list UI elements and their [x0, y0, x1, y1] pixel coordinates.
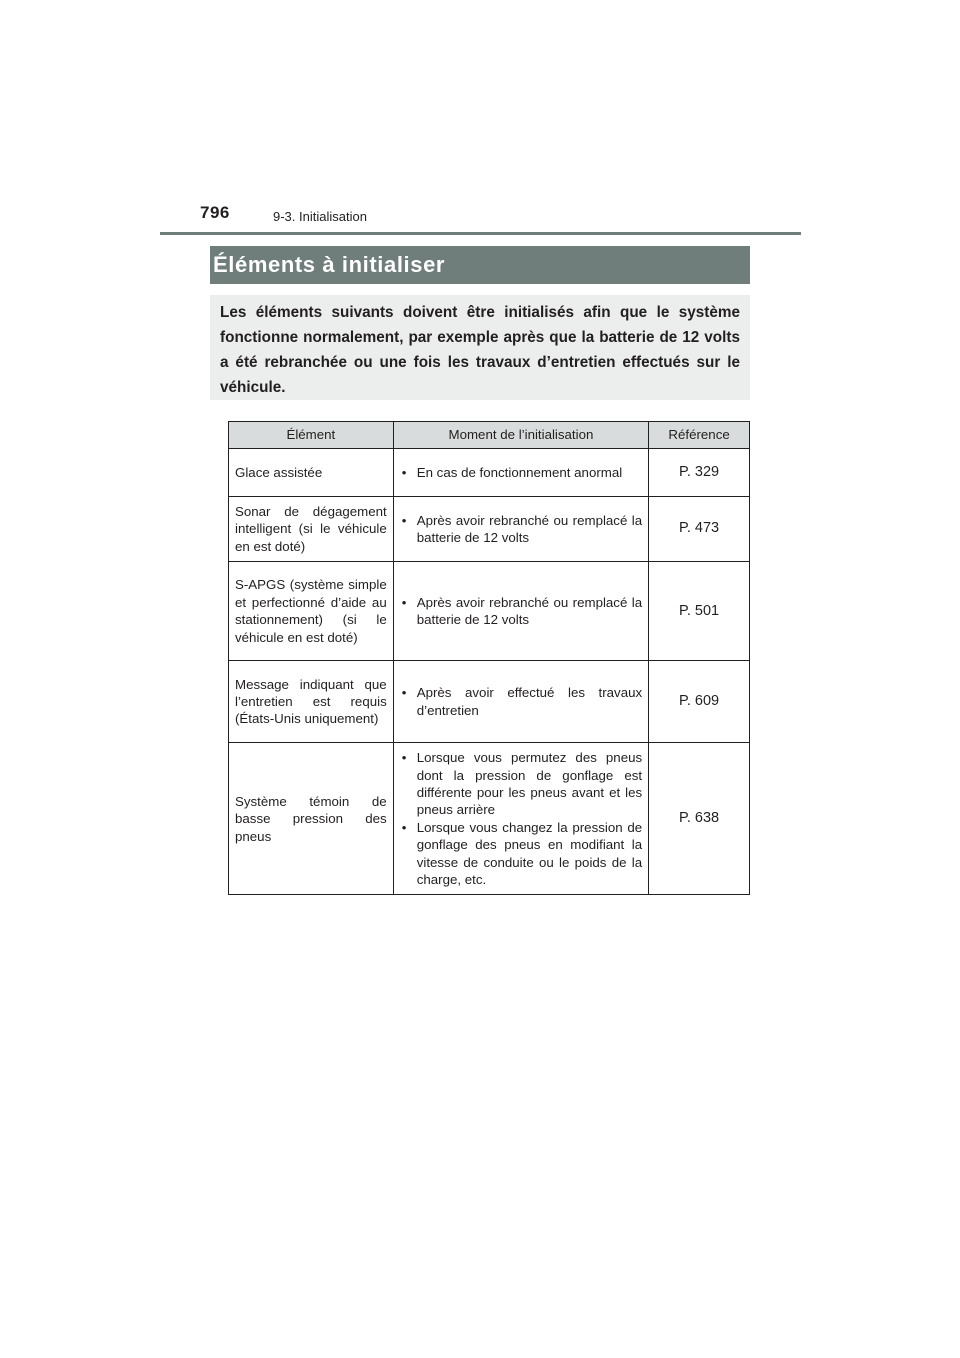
- reference-cell: P. 501: [649, 562, 750, 661]
- header-moment: Moment de l’initialisation: [393, 422, 648, 449]
- element-cell: Système témoin de basse pression des pneus: [229, 743, 394, 895]
- moment-item: • Après avoir rebranché ou remplacé la batterie de 12 volts: [400, 512, 642, 547]
- element-cell: Sonar de dégagement intelligent (si le véhicule en est doté): [229, 497, 394, 562]
- reference-cell: P. 638: [649, 743, 750, 895]
- table-row: [229, 497, 750, 562]
- moment-cell: [393, 562, 648, 661]
- table-row: [229, 449, 750, 497]
- section-breadcrumb: 9-3. Initialisation: [273, 209, 367, 224]
- element-cell: S-APGS (système simple et perfectionné d’aide au stationnement) (si le véhicule en est doté): [229, 562, 394, 661]
- moment-item: • Lorsque vous changez la pression de gonflage des pneus en modifiant la vitesse de conduite ou le poids de la charge, etc.: [400, 819, 642, 889]
- header-reference: Référence: [649, 422, 750, 449]
- table-row: [229, 743, 750, 895]
- intro-box: [210, 295, 750, 400]
- page-title: Éléments à initialiser: [213, 252, 446, 277]
- reference-cell: P. 329: [649, 449, 750, 497]
- title-banner: [210, 246, 750, 284]
- intro-paragraph: Les éléments suivants doivent être initialisés afin que le système fonctionne normalement, par exemple après que la batterie de 12 volts a été rebranchée ou une fois les travaux d’entretien effectués sur le véhicule.: [220, 304, 740, 396]
- table-row: [229, 661, 750, 743]
- moment-cell: [393, 743, 648, 895]
- moment-item: • Après avoir effectué les travaux d’entretien: [400, 684, 642, 719]
- moment-item: • En cas de fonctionnement anormal: [400, 464, 642, 481]
- page-number: 796: [200, 203, 230, 222]
- table-header-row: [229, 422, 750, 449]
- element-cell: Glace assistée: [229, 449, 394, 497]
- moment-cell: [393, 449, 648, 497]
- moment-cell: [393, 661, 648, 743]
- initialization-table: [228, 421, 750, 895]
- moment-item: • Lorsque vous permutez des pneus dont la pression de gonflage est différente pour les pneus avant et les pneus arrière: [400, 749, 642, 819]
- header-divider: [160, 232, 801, 235]
- reference-cell: P. 609: [649, 661, 750, 743]
- element-cell: Message indiquant que l’entretien est requis (États-Unis uniquement): [229, 661, 394, 743]
- table-row: [229, 562, 750, 661]
- reference-cell: P. 473: [649, 497, 750, 562]
- header-element: Élément: [229, 422, 394, 449]
- moment-item: • Après avoir rebranché ou remplacé la batterie de 12 volts: [400, 594, 642, 629]
- moment-cell: [393, 497, 648, 562]
